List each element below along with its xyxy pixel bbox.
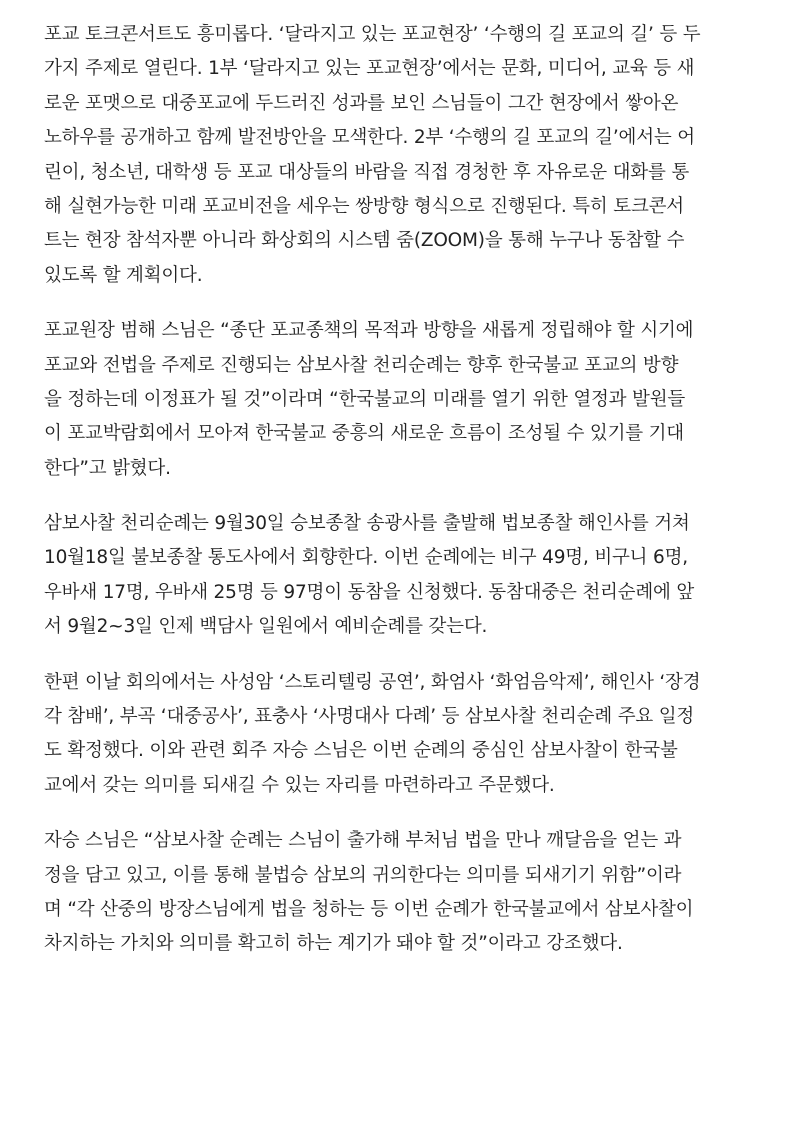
text-line: 이 포교박람회에서 모아져 한국불교 중흥의 새로운 흐름이 조성될 수 있기를 기대 — [44, 423, 684, 445]
text-line: 트는 현장 참석자뿐 아니라 화상회의 시스템 줌(ZOOM)을 통해 누구나 동참할 수 — [44, 230, 685, 252]
paragraph-1 — [44, 18, 752, 293]
text-line: 포교 토크콘서트도 흥미롭다. ‘달라지고 있는 포교현장’ ‘수행의 길 포교의 길’ 등 두 — [44, 24, 701, 45]
text-line: 교에서 갖는 의미를 되새길 수 있는 자리를 마련하라고 주문했다. — [44, 774, 555, 796]
text-line: 을 정하는데 이정표가 될 것”이라며 “한국불교의 미래를 열기 위한 열정과 발원들 — [44, 388, 686, 410]
text-line: 10월18일 불보종찰 통도사에서 회향한다. 이번 순례에는 비구 49명, 비구니 6명, — [44, 547, 688, 569]
text-line: 며 “각 산중의 방장스님에게 법을 청하는 등 이번 순례가 한국불교에서 삼보사찰이 — [44, 898, 694, 920]
paragraph-5 — [44, 824, 752, 962]
text-line: 해 실현가능한 미래 포교비전을 세우는 쌍방향 형식으로 진행된다. 특히 토크콘서 — [44, 195, 684, 217]
text-line: 우바새 17명, 우바새 25명 등 97명이 동참을 신청했다. 동참대중은 천리순례에 앞 — [44, 581, 695, 603]
text-line: 자승 스님은 “삼보사찰 순례는 스님이 출가해 부처님 법을 만나 깨달음을 얻는 과 — [44, 830, 682, 852]
text-line: 한다”고 밝혔다. — [44, 457, 171, 479]
text-line: 노하우를 공개하고 함께 발전방안을 모색한다. 2부 ‘수행의 길 포교의 길’에서는 어 — [44, 127, 695, 149]
text-line: 한편 이날 회의에서는 사성암 ‘스토리텔링 공연’, 화엄사 ‘화엄음악제’, 해인사 ‘장경 — [44, 671, 701, 693]
paragraph-2 — [44, 314, 752, 486]
text-line: 각 참배’, 부곡 ‘대중공사’, 표충사 ‘사명대사 다례’ 등 삼보사찰 천리순례 주요 일정 — [44, 706, 695, 728]
text-line: 로운 포맷으로 대중포교에 두드러진 성과를 보인 스님들이 그간 현장에서 쌓아온 — [44, 92, 679, 114]
text-line: 있도록 할 계획이다. — [44, 264, 203, 286]
paragraph-4 — [44, 666, 752, 804]
text-line: 서 9월2~3일 인제 백담사 일원에서 예비순례를 갖는다. — [44, 616, 488, 638]
text-line: 삼보사찰 천리순례는 9월30일 승보종찰 송광사를 출발해 법보종찰 해인사를 거쳐 — [44, 513, 690, 535]
text-line: 린이, 청소년, 대학생 등 포교 대상들의 바람을 직접 경청한 후 자유로운 대화를 통 — [44, 161, 690, 183]
text-line: 도 확정했다. 이와 관련 회주 자승 스님은 이번 순례의 중심인 삼보사찰이 한국불 — [44, 740, 678, 762]
text-line: 포교와 전법을 주제로 진행되는 삼보사찰 천리순례는 향후 한국불교 포교의 방향 — [44, 354, 679, 376]
paragraph-3 — [44, 507, 752, 645]
text-line: 정을 담고 있고, 이를 통해 불법승 삼보의 귀의한다는 의미를 되새기기 위함”이라 — [44, 864, 682, 886]
text-line: 가지 주제로 열린다. 1부 ‘달라지고 있는 포교현장’에서는 문화, 미디어, 교육 등 새 — [44, 58, 695, 80]
text-line: 포교원장 범해 스님은 “종단 포교종책의 목적과 방향을 새롭게 정립해야 할 시기에 — [44, 320, 694, 342]
text-line: 차지하는 가치와 의미를 확고히 하는 계기가 돼야 할 것”이라고 강조했다. — [44, 933, 623, 955]
